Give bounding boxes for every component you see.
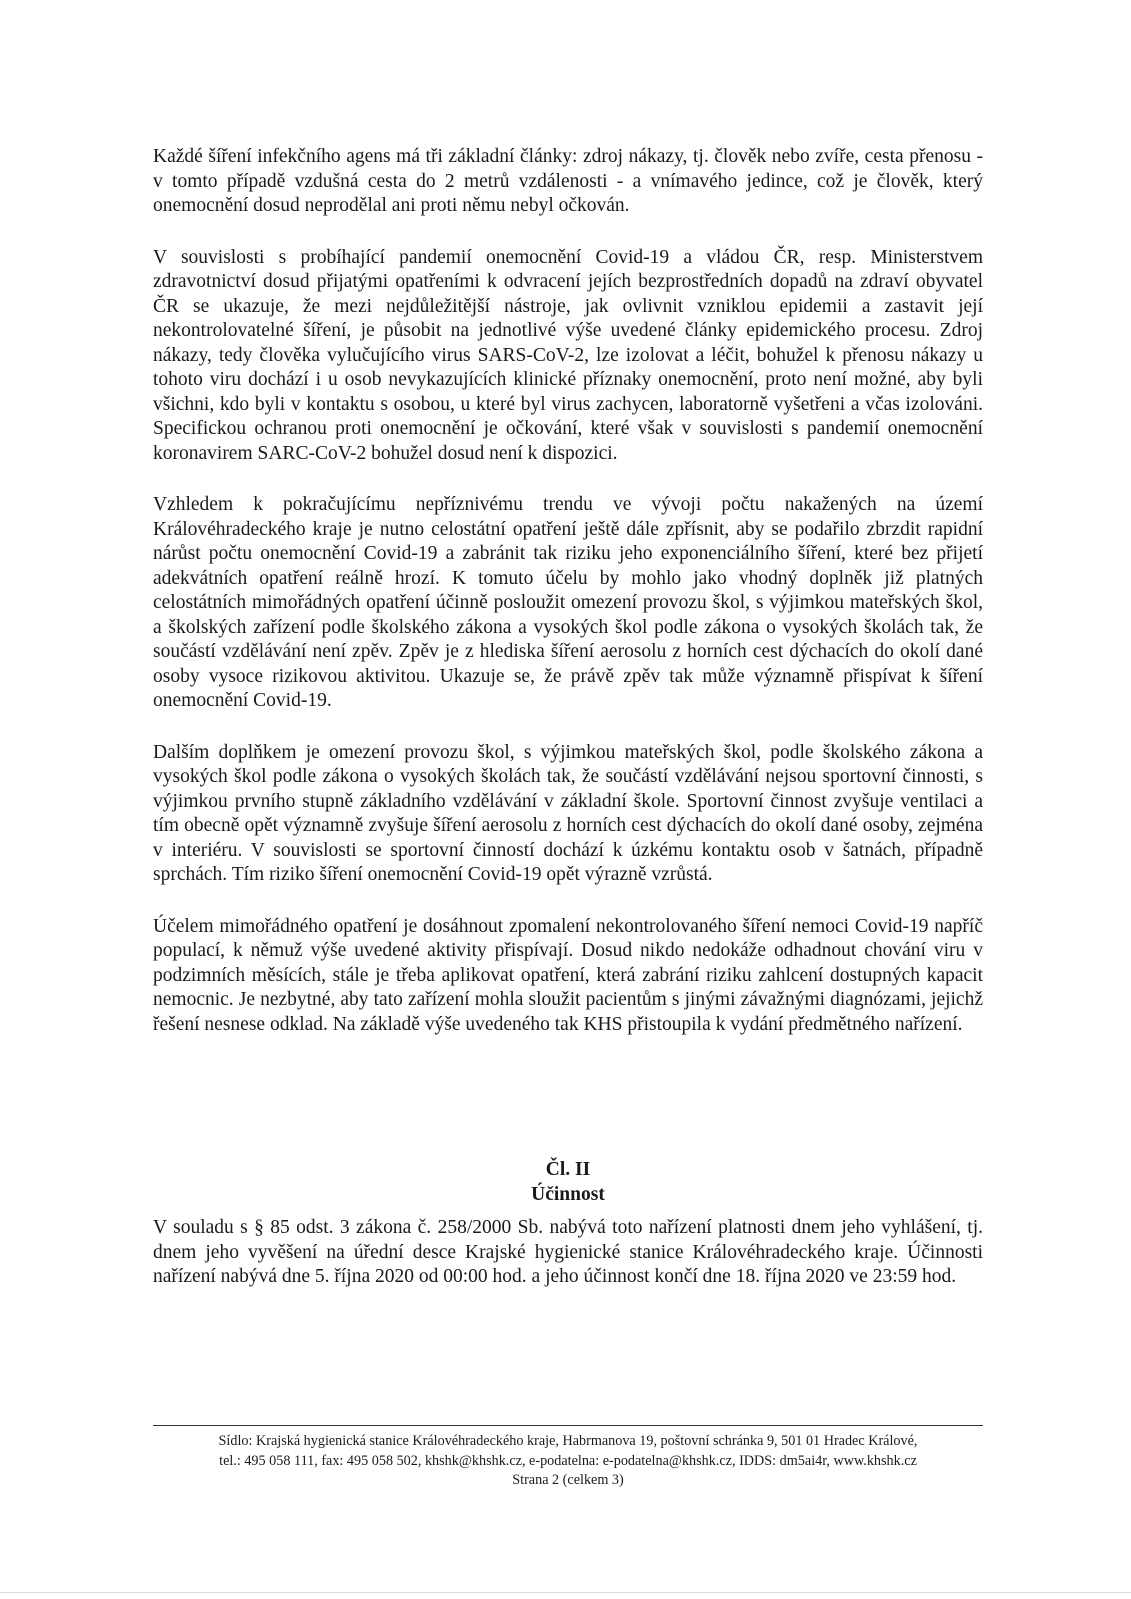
paragraph-effectiveness: V souladu s § 85 odst. 3 zákona č. 258/2000 Sb. nabývá toto nařízení platnosti dnem jeho vyhlášení, tj. dnem jeho vyvěšení na úřední desce Krajské hygienické stanice Královéhradeckého kraje. Účinnosti nařízení nabývá dne 5. října 2020 od 00:00 hod. a jeho účinnost končí dne 18. října 2020 ve 23:59 hod. — [153, 1217, 983, 1287]
footer-contact-line: tel.: 495 058 111, fax: 495 058 502, khshk@khshk.cz, e-podatelna: e-podatelna@khshk.cz, IDDS: dm5ai4r, www.khshk.cz — [219, 1452, 917, 1469]
section-title: Účinnost — [531, 1184, 605, 1205]
section-number: Čl. II — [545, 1159, 591, 1180]
footer-divider — [153, 1425, 983, 1426]
section-heading — [153, 1157, 983, 1207]
page-footer — [140, 1432, 996, 1491]
paragraph-singing-restriction: Vzhledem k pokračujícímu nepříznivému trendu ve vývoji počtu nakažených na území Královéhradeckého kraje je nutno celostátní opatření ještě dále zpřísnit, aby se podařilo zbrzdit rapidní nárůst počtu onemocnění Covid-19 a zabránit tak riziku jeho exponenciálního šíření, které bez přijetí adekvátních opatření reálně hrozí. K tomuto účelu by mohlo jako vhodný doplněk již platných celostátních mimořádných opatření účinně posloužit omezení provozu škol, s výjimkou mateřských škol, a školských zařízení podle školského zákona a vysokých škol podle zákona o vysokých školách tak, že součástí vzdělávání není zpěv. Zpěv je z hlediska šíření aerosolu z horních cest dýchacích do okolí dané osoby vysoce rizikovou aktivitou. Ukazuje se, že právě zpěv tak může významně přispívat k šíření onemocnění Covid-19. — [153, 494, 983, 711]
paragraph-pandemic-context: V souvislosti s probíhající pandemií onemocnění Covid-19 a vládou ČR, resp. Ministerstvem zdravotnictví dosud přijatými opatřeními k odvracení jejích bezprostředních dopadů na zdraví obyvatel ČR se ukazuje, že mezi nejdůležitější nástroje, jak ovlivnit vzniklou epidemii a zastavit její nekontrolovatelné šíření, je působit na jednotlivé výše uvedené články epidemického procesu. Zdroj nákazy, tedy člověka vylučujícího virus SARS-CoV-2, lze izolovat a léčit, bohužel k přenosu nákazy u tohoto viru dochází i u osob nevykazujících klinické příznaky onemocnění, proto není možné, aby byli všichni, kdo byli v kontaktu s osobou, u které byl virus zachycen, laboratorně vyšetřeni a včas izolováni. Specifickou ochranou proti onemocnění je očkování, které však v souvislosti s pandemií onemocnění koronavirem SARC-CoV-2 bohužel dosud není k dispozici. — [153, 246, 983, 464]
paragraph-transmission-links: Každé šíření infekčního agens má tři základní články: zdroj nákazy, tj. člověk nebo zvíře, cesta přenosu - v tomto případě vzdušná cesta do 2 metrů vzdálenosti - a vnímavého jedince, což je člověk, který onemocnění dosud neprodělal ani proti němu nebyl očkován. — [153, 146, 983, 216]
body-text-block-1 — [153, 145, 983, 1064]
footer-page-number: Strana 2 (celkem 3) — [512, 1472, 624, 1488]
footer-address-line: Sídlo: Krajská hygienická stanice Královéhradeckého kraje, Habrmanova 19, poštovní schránka 9, 501 01 Hradec Králové, — [218, 1433, 918, 1449]
scan-bottom-edge — [0, 1592, 1131, 1593]
paragraph-sports-restriction: Dalším doplňkem je omezení provozu škol, s výjimkou mateřských škol, podle školského zákona a vysokých škol podle zákona o vysokých školách tak, že součástí vzdělávání nejsou sportovní činnosti, s výjimkou prvního stupně základního vzdělávání v základní škole. Sportovní činnost zvyšuje ventilaci a tím obecně opět významně zvyšuje šíření aerosolu z horních cest dýchacích do okolí dané osoby, zejména v interiéru. V souvislosti se sportovní činností dochází k úzkému kontaktu osob v šatnách, případně sprchách. Tím riziko šíření onemocnění Covid-19 opět výrazně vzrůstá. — [153, 741, 983, 885]
body-text-block-2 — [153, 1216, 983, 1317]
paragraph-purpose: Účelem mimořádného opatření je dosáhnout zpomalení nekontrolovaného šíření nemoci Covid-19 napříč populací, k němuž výše uvedené aktivity přispívají. Dosud nikdo nedokáže odhadnout chování viru v podzimních měsících, stále je třeba aplikovat opatření, která zabrání riziku zahlcení dostupných kapacit nemocnic. Je nezbytné, aby tato zařízení mohla sloužit pacientům s jinými závažnými diagnózami, jejichž řešení nesnese odklad. Na základě výše uvedeného tak KHS přistoupila k vydání předmětného nařízení. — [153, 915, 983, 1035]
